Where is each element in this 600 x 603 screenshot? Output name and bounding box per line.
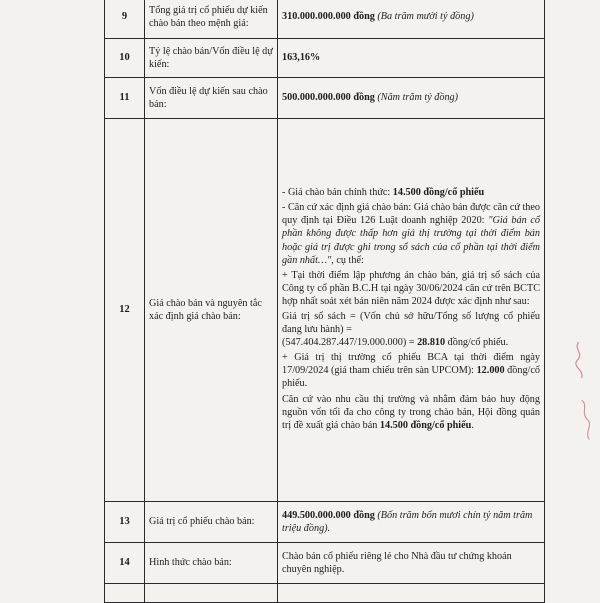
official-price: - Giá chào bán chính thức: 14.500 đồng/cổ phiếu (282, 187, 485, 199)
row-label: Giá chào bán và nguyên tắc xác định giá chào bán: (145, 119, 278, 502)
table-row (105, 39, 545, 78)
row-label: Tỷ lệ chào bán/Vốn điều lệ dự kiến: (145, 39, 278, 78)
row-value: 500.000.000.000 đồng (Năm trăm tỷ đồng) (278, 78, 545, 119)
row-value: 163,16% (278, 39, 545, 78)
row-number: 10 (105, 39, 145, 78)
book-value-basis: + Tại thời điểm lập phương án chào bán, giá trị sổ sách của Công ty cổ phần B.C.H tại ngày 30/06/2024 căn cứ trên BCTC hợp nhất soát xét bán niên năm 2024 được xác định như sau: (282, 269, 540, 307)
book-value-formula: Giá trị sổ sách = (Vốn chủ sở hữu/Tổng số lượng cổ phiếu đang lưu hành) = (547.404.287.447/19.000.000) = 28.810 đồng/cổ phiếu. (282, 311, 540, 349)
table-row (105, 543, 545, 584)
row-label: Hình thức chào bán: (145, 543, 278, 584)
row-value (278, 119, 545, 502)
row-label: Tổng giá trị cổ phiếu dự kiến chào bán theo mệnh giá: (145, 0, 278, 39)
row-number: 11 (105, 78, 145, 119)
table-row (105, 502, 545, 543)
table-row (105, 78, 545, 119)
row-value: Chào bán cổ phiếu riêng lẻ cho Nhà đầu tư chứng khoán chuyên nghiệp. (278, 543, 545, 584)
price-basis: - Căn cứ xác định giá chào bán: Giá chào bán được căn cứ theo quy định tại Điều 126 Luật doanh nghiệp 2020: "Giá bán cổ phần không được thấp hơn giá thị trường tại thời điểm bán hoặc giá trị được ghi trong sổ sách của cổ phần tại thời điểm gần nhất…", cụ thể: (282, 202, 540, 266)
row-number: 9 (105, 0, 145, 39)
row-number: 14 (105, 543, 145, 584)
table-row (105, 119, 545, 502)
market-value: + Giá trị thị trường cổ phiếu BCA tại thời điểm ngày 17/09/2024 (giá tham chiếu trên sàn UPCOM): 12.000 đồng/cổ phiếu. (282, 352, 540, 390)
row-label: Giá trị cổ phiếu chào bán: (145, 502, 278, 543)
row-value: 449.500.000.000 đồng (Bốn trăm bốn mươi chín tỷ năm trăm triệu đồng). (278, 502, 545, 543)
margin-ink-mark (564, 339, 600, 451)
row-value: 310.000.000.000 đồng (Ba trăm mười tỷ đồng) (278, 0, 545, 39)
board-proposal: Căn cứ vào nhu cầu thị trường và nhằm đảm bảo huy động nguồn vốn tối đa cho công ty trong chào bán, Hội đồng quản trị đề xuất giá chào bán 14.500 đồng/cổ phiếu. (282, 393, 540, 431)
row-label: Vốn điều lệ dự kiến sau chào bán: (145, 78, 278, 119)
offering-table (104, 0, 545, 603)
table-row (105, 0, 545, 39)
row-number: 13 (105, 502, 145, 543)
row-number: 12 (105, 119, 145, 502)
